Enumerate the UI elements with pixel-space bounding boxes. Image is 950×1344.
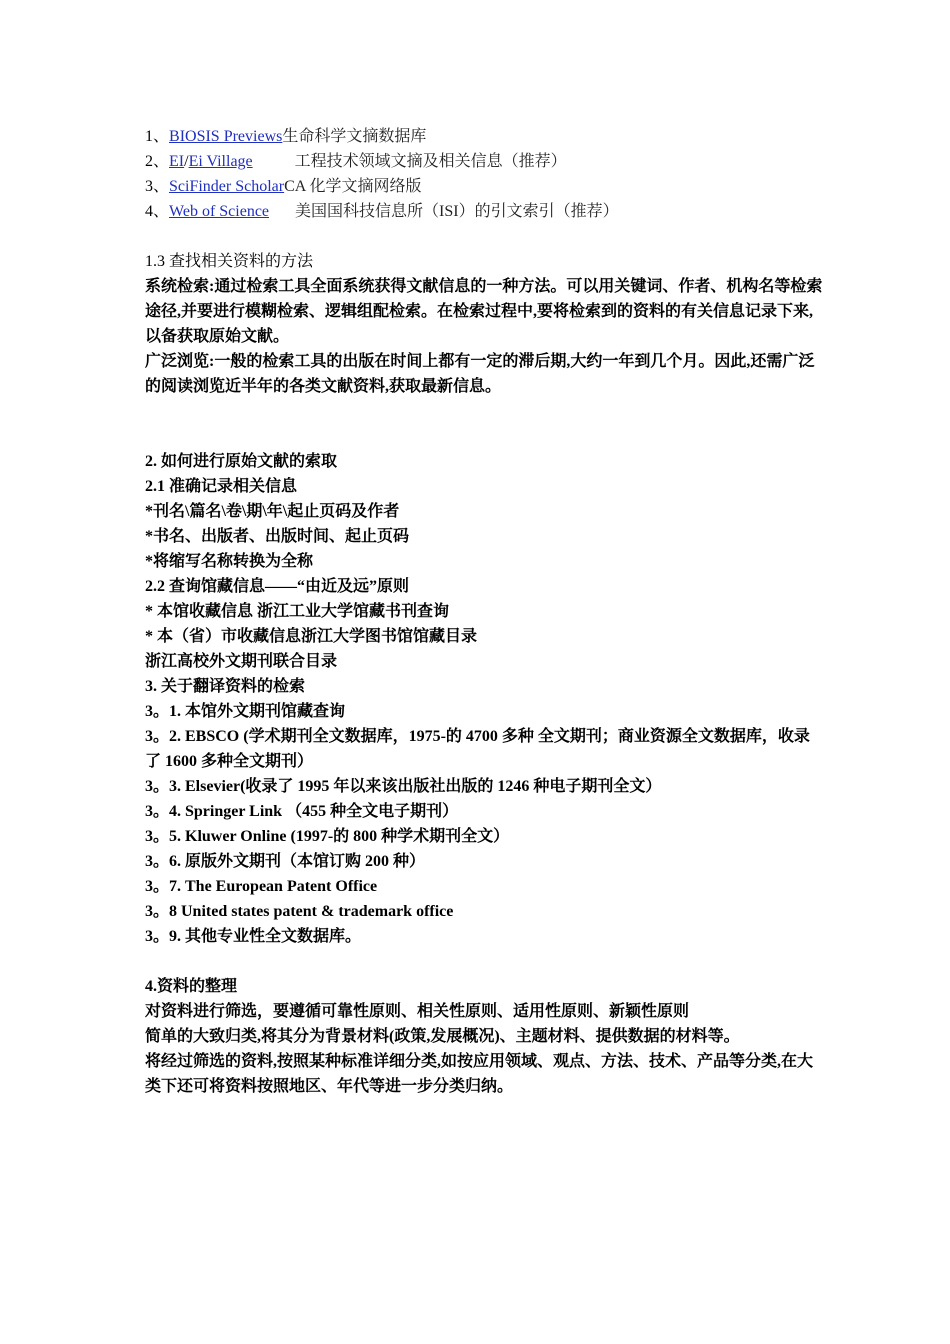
section-line: 对资料进行筛选，要遵循可靠性原则、相关性原则、适用性原则、新颖性原则 [145, 1003, 690, 1020]
resource-number: 4、 [145, 203, 170, 220]
broad-browsing-paragraph: 广泛浏览:一般的检索工具的出版在时间上都有一定的滞后期,大约一年到几个月。因此,还需广泛的阅读浏览近半年的各类文献资料,获取最新信息。 [145, 353, 815, 395]
section-line: 3。9. 其他专业性全文数据库。 [145, 928, 362, 945]
ebsco-line: 3。2. EBSCO (学术期刊全文数据库，1975-的 4700 多种 全文期刊；商业资源全文数据库，收录了 1600 多种全文期刊） [145, 728, 810, 770]
resource-number: 3、 [145, 178, 170, 195]
ei-village-link[interactable]: Ei Village [188, 153, 253, 170]
section-line: 3。3. Elsevier(收录了 1995 年以来该出版社出版的 1246 种电子期刊全文） [145, 778, 662, 795]
resource-description: CA 化学文摘网络版 [284, 178, 422, 195]
section-line: 3. 关于翻译资料的检索 [145, 678, 306, 695]
resource-item-biosis [145, 124, 825, 149]
section-4-heading: 4.资料的整理 [145, 978, 238, 995]
systematic-search-paragraph: 系统检索:通过检索工具全面系统获得文献信息的一种方法。可以用关键词、作者、机构名等检索途径,并要进行模糊检索、逻辑组配检索。在检索过程中,要将检索到的资料的有关信息记录下来,以备获取原始文献。 [145, 278, 823, 345]
classification-paragraph: 将经过筛选的资料,按照某种标准详细分类,如按应用领域、观点、方法、技术、产品等分类,在大类下还可将资料按照地区、年代等进一步分类归纳。 [145, 1053, 814, 1095]
biosis-previews-link[interactable]: BIOSIS Previews [169, 128, 283, 145]
section-line: 2.2 查询馆藏信息——“由近及远”原则 [145, 578, 410, 595]
section-line: 3。5. Kluwer Online (1997-的 800 种学术期刊全文） [145, 828, 510, 845]
spacer [145, 224, 825, 249]
resource-item-ei [145, 149, 825, 174]
link-separator: / [184, 153, 189, 170]
section-1-3-heading: 1.3 查找相关资料的方法 [145, 253, 314, 270]
document-content [145, 124, 825, 1099]
section-line: *将缩写名称转换为全称 [145, 553, 314, 570]
section-line: 2.1 准确记录相关信息 [145, 478, 298, 495]
resource-item-wos [145, 199, 825, 224]
section-line: *刊名\篇名\卷\期\年\起止页码及作者 [145, 503, 400, 520]
web-of-science-link[interactable]: Web of Science [169, 203, 270, 220]
resource-item-scifinder [145, 174, 825, 199]
section-line: 3。8 United states patent & trademark office [145, 903, 454, 920]
resource-description: 美国国科技信息所（ISI）的引文索引（推荐） [295, 203, 619, 220]
section-line: *书名、出版者、出版时间、起止页码 [145, 528, 410, 545]
section-line: 3。1. 本馆外文期刊馆藏查询 [145, 703, 346, 720]
section-line: 3。4. Springer Link （455 种全文电子期刊） [145, 803, 459, 820]
section-line: 3。6. 原版外文期刊（本馆订购 200 种） [145, 853, 426, 870]
resource-number: 1、 [145, 128, 170, 145]
section-line: * 本馆收藏信息 浙江工业大学馆藏书刊查询 [145, 603, 450, 620]
section-2-heading: 2. 如何进行原始文献的索取 [145, 453, 338, 470]
spacer [145, 949, 825, 974]
scifinder-scholar-link[interactable]: SciFinder Scholar [169, 178, 285, 195]
section-line: * 本（省）市收藏信息浙江大学图书馆馆藏目录 [145, 628, 478, 645]
resource-number: 2、 [145, 153, 170, 170]
resource-description: 工程技术领域文摘及相关信息（推荐） [294, 153, 567, 170]
spacer [145, 399, 825, 449]
section-line: 简单的大致归类,将其分为背景材料(政策,发展概况)、主题材料、提供数据的材料等。 [145, 1028, 740, 1045]
section-line: 3。7. The European Patent Office [145, 878, 378, 895]
resource-description: 生命科学文摘数据库 [282, 128, 427, 145]
section-line: 浙江高校外文期刊联合目录 [145, 653, 338, 670]
ei-link[interactable]: EI [169, 153, 185, 170]
